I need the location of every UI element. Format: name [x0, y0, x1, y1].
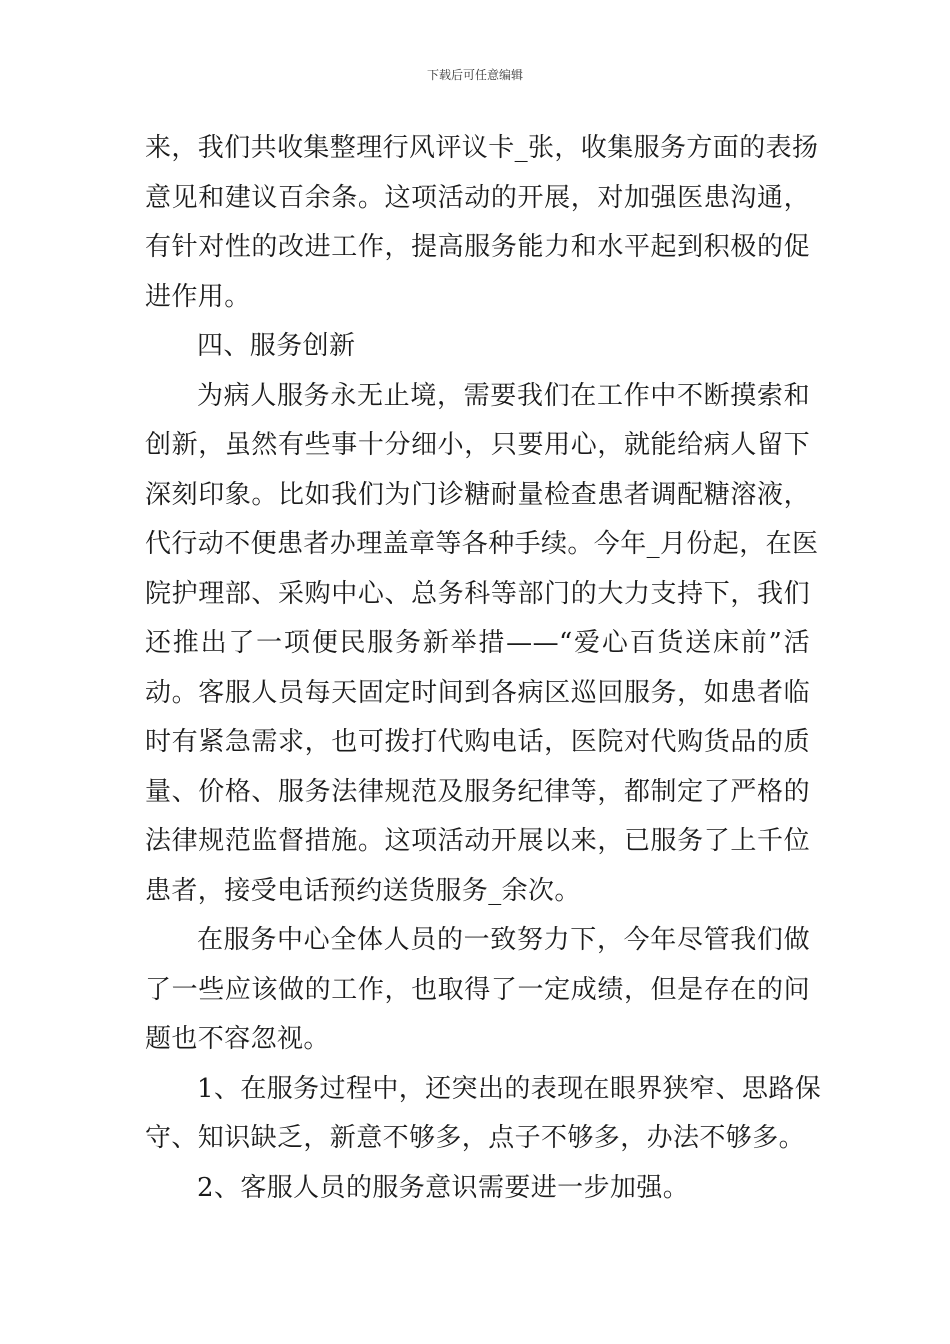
paragraph-line: 动。客服人员每天固定时间到各病区巡回服务，如患者临 — [145, 677, 810, 708]
paragraph-line: 2、客服人员的服务意识需要进一步加强。 — [197, 1172, 690, 1203]
document-body — [145, 124, 822, 1213]
section-heading-service-innovation — [145, 322, 810, 372]
paragraph-line: 来，我们共收集整理行风评议卡_张，收集服务方面的表扬 — [145, 133, 819, 163]
paragraph-line: 患者，接受电话预约送货服务_余次。 — [145, 875, 581, 906]
paragraph-line: 创新，虽然有些事十分细小，只要用心，就能给病人留下 — [145, 430, 810, 460]
paragraph-4 — [145, 916, 810, 1065]
paragraph-line: 守、知识缺乏，新意不够多，点子不够多，办法不够多。 — [145, 1123, 806, 1153]
list-item-1 — [145, 1065, 822, 1164]
section-heading-text: 四、服务创新 — [197, 331, 356, 361]
page-header: 下载后可任意编辑 — [426, 68, 523, 82]
paragraph-line: 深刻印象。比如我们为门诊糖耐量检查患者调配糖溶液， — [145, 479, 810, 510]
paragraph-line: 院护理部、采购中心、总务科等部门的大力支持下，我们 — [145, 578, 810, 609]
paragraph-line: 时有紧急需求，也可拨打代购电话，医院对代购货品的质 — [145, 727, 810, 757]
paragraph-line: 进作用。 — [145, 281, 251, 312]
paragraph-line: 有针对性的改进工作，提高服务能力和水平起到积极的促 — [145, 232, 810, 262]
paragraph-3 — [145, 372, 819, 917]
paragraph-line: 1、在服务过程中，还突出的表现在眼界狭窄、思路保 — [197, 1073, 822, 1104]
paragraph-line: 量、价格、服务法律规范及服务纪律等，都制定了严格的 — [145, 776, 810, 807]
paragraph-line: 还推出了一项便民服务新举措——“爱心百货送床前”活 — [145, 628, 810, 658]
paragraph-line: 在服务中心全体人员的一致努力下，今年尽管我们做 — [197, 925, 810, 955]
paragraph-line: 了一些应该做的工作，也取得了一定成绩，但是存在的问 — [145, 974, 810, 1005]
paragraph-line: 为病人服务永无止境，需要我们在工作中不断摸索和 — [197, 380, 810, 411]
paragraph-1 — [145, 124, 819, 322]
paragraph-line: 题也不容忽视。 — [145, 1024, 330, 1054]
paragraph-line: 代行动不便患者办理盖章等各种手续。今年_月份起，在医 — [145, 529, 819, 559]
paragraph-line: 意见和建议百余条。这项活动的开展，对加强医患沟通， — [145, 182, 810, 213]
paragraph-line: 法律规范监督措施。这项活动开展以来，已服务了上千位 — [145, 826, 810, 856]
list-item-2 — [145, 1164, 810, 1214]
